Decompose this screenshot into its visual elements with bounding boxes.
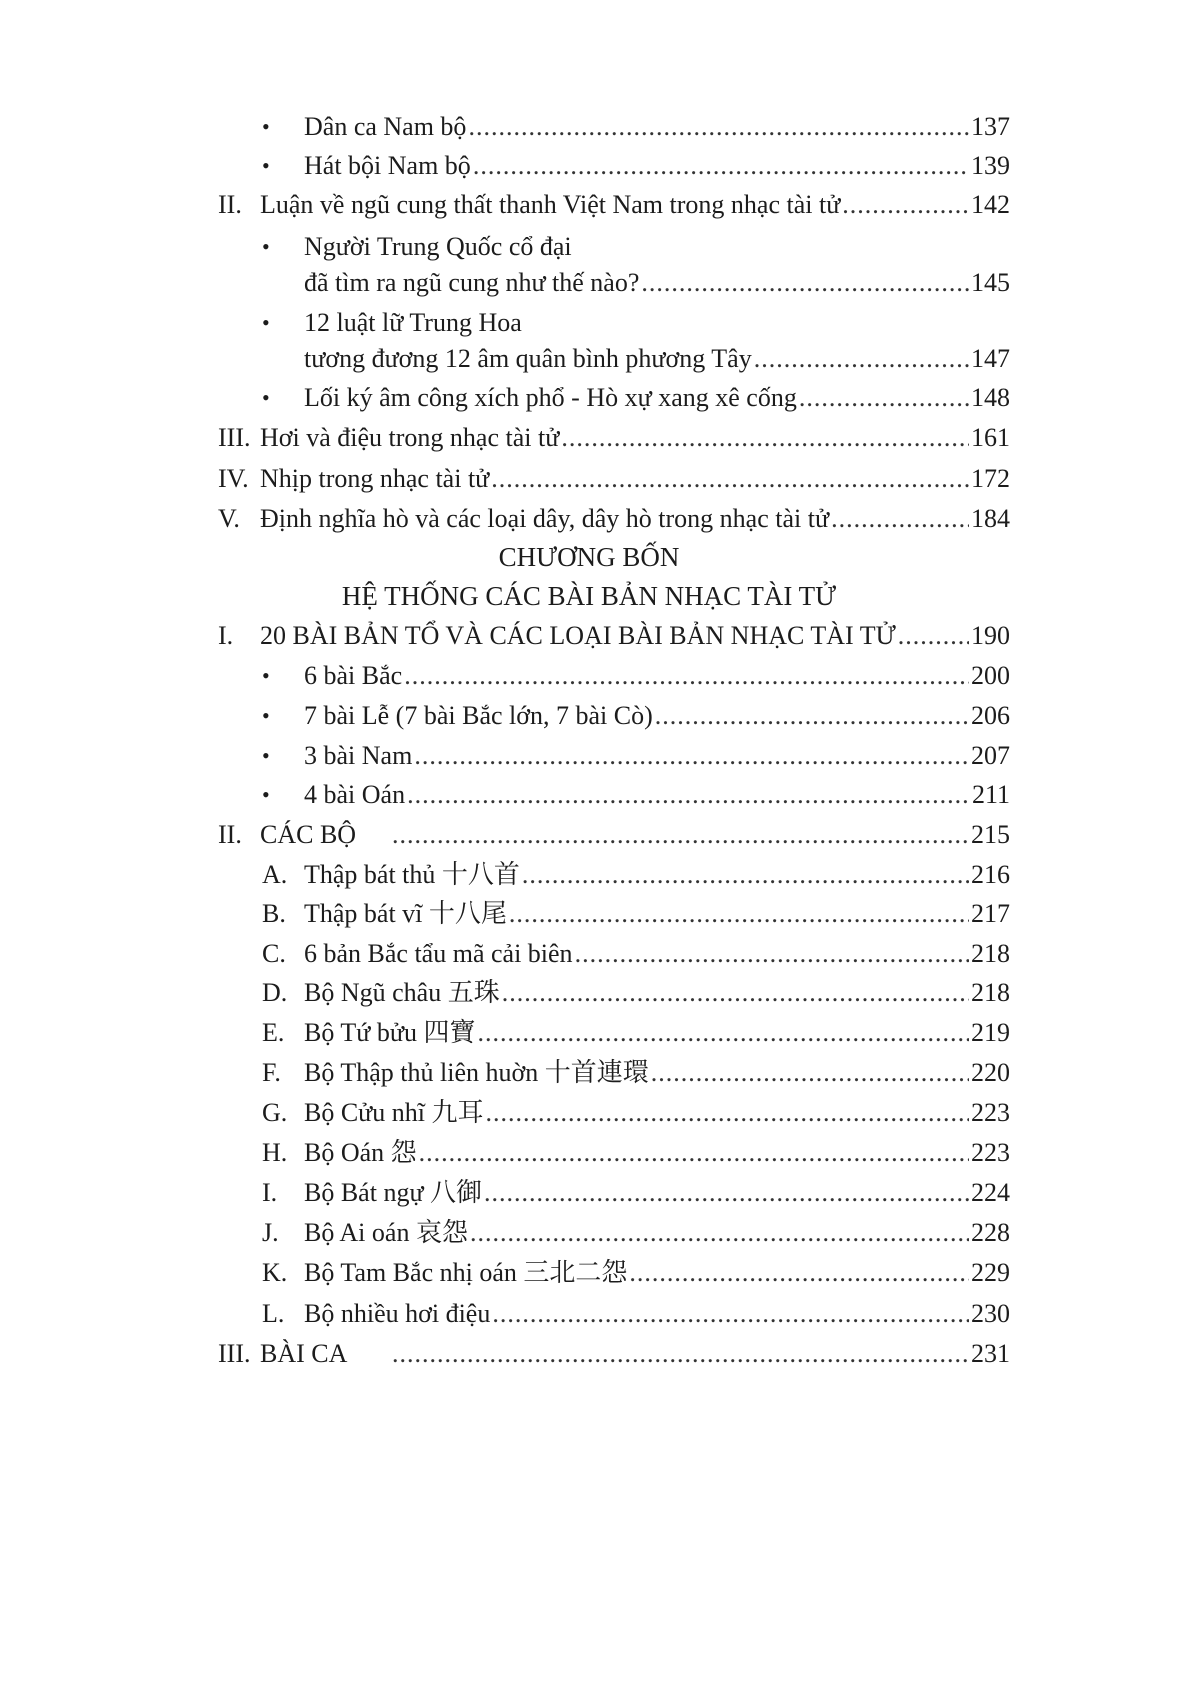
dot-leader [486, 1091, 970, 1135]
entry-title: Bộ Oán 怨 [304, 1138, 417, 1167]
page-number: 145 [971, 268, 1010, 297]
page-number: 200 [971, 661, 1010, 690]
dot-leader [407, 773, 970, 817]
entry-title: Bộ Ai oán 哀怨 [304, 1218, 468, 1247]
entry-title-line1: Người Trung Quốc cổ đại [304, 232, 572, 261]
dot-leader [898, 614, 969, 658]
letter-marker: I. [262, 1178, 278, 1207]
entry-title-line1: 12 luật lữ Trung Hoa [304, 308, 522, 337]
bullet-marker: • [262, 663, 270, 688]
entry-title: 6 bản Bắc tẩu mã cải biên [304, 939, 573, 968]
dot-leader [392, 1332, 969, 1376]
page-number: 218 [971, 939, 1010, 968]
entry-title: Bộ Bát ngự 八御 [304, 1178, 483, 1207]
toc-entry[interactable] [0, 183, 1190, 227]
entry-title: Luận về ngũ cung thất thanh Việt Nam trong nhạc tài tử [260, 190, 841, 219]
dot-leader [655, 694, 969, 738]
entry-title: 6 bài Bắc [304, 661, 403, 690]
page-number: 215 [971, 820, 1010, 849]
bullet-marker: • [262, 743, 270, 768]
page-number: 139 [971, 151, 1010, 180]
dot-leader [799, 376, 969, 420]
dot-leader [509, 892, 969, 936]
toc-entry[interactable] [0, 654, 1190, 698]
bullet-marker: • [262, 153, 270, 178]
chapter-title: HỆ THỐNG CÁC BÀI BẢN NHẠC TÀI TỬ [341, 581, 837, 611]
entry-title: Dân ca Nam bộ [304, 112, 467, 141]
entry-title: Hát bội Nam bộ [304, 151, 471, 180]
page-number: 217 [971, 899, 1010, 928]
page-number: 218 [971, 978, 1010, 1007]
entry-title: BÀI CA [260, 1339, 348, 1368]
dot-leader [522, 853, 969, 897]
dot-leader [492, 1292, 969, 1336]
toc-entry[interactable] [0, 694, 1190, 738]
dot-leader [470, 1211, 969, 1255]
entry-title: Nhịp trong nhạc tài tử [260, 464, 490, 493]
page-number: 231 [971, 1339, 1010, 1368]
entry-title: Bộ Ngũ châu 五珠 [304, 978, 500, 1007]
toc-entry[interactable] [0, 734, 1190, 778]
entry-title: Bộ Thập thủ liên huờn 十首連環 [304, 1058, 649, 1087]
dot-leader [842, 183, 969, 227]
toc-entry[interactable] [0, 144, 1190, 188]
section-numeral: III. [218, 423, 251, 452]
bullet-marker: • [262, 114, 270, 139]
dot-leader [414, 734, 969, 778]
page-number: 230 [971, 1299, 1010, 1328]
page-number: 142 [971, 190, 1010, 219]
toc-entry[interactable] [0, 225, 1190, 305]
toc-entry[interactable] [0, 773, 1190, 817]
page-number: 219 [971, 1018, 1010, 1047]
dot-leader [473, 144, 969, 188]
chapter-number: CHƯƠNG BỐN [498, 542, 680, 572]
entry-title: 4 bài Oán [304, 780, 406, 809]
letter-marker: A. [262, 860, 288, 889]
letter-marker: B. [262, 899, 286, 928]
toc-entry[interactable] [0, 853, 1190, 897]
entry-title: 7 bài Lễ (7 bài Bắc lớn, 7 bài Cò) [304, 701, 653, 730]
toc-entry[interactable] [0, 1131, 1190, 1175]
bullet-marker: • [262, 310, 270, 335]
entry-title: Thập bát vĩ 十八尾 [304, 899, 507, 928]
dot-leader [575, 932, 969, 976]
page-number: 184 [971, 504, 1010, 533]
page-number: 206 [971, 701, 1010, 730]
dot-leader [491, 457, 969, 501]
dot-leader [754, 337, 969, 381]
toc-entry[interactable] [0, 301, 1190, 381]
toc-entry[interactable] [0, 1211, 1190, 1255]
entry-title: Hơi và điệu trong nhạc tài tử [260, 423, 560, 452]
page-number: 223 [971, 1138, 1010, 1167]
toc-entry[interactable] [0, 1292, 1190, 1336]
bullet-marker: • [262, 385, 270, 410]
page-number: 137 [971, 112, 1010, 141]
toc-entry[interactable] [0, 1091, 1190, 1135]
dot-leader [651, 1051, 969, 1095]
dot-leader [484, 1171, 969, 1215]
letter-marker: G. [262, 1098, 288, 1127]
dot-leader [641, 261, 969, 305]
dot-leader [404, 654, 969, 698]
letter-marker: J. [262, 1218, 279, 1247]
page-number: 216 [971, 860, 1010, 889]
dot-leader [477, 1011, 969, 1055]
page-number: 211 [971, 780, 1010, 809]
page-number: 207 [971, 741, 1010, 770]
toc-entry[interactable] [0, 614, 1190, 658]
bullet-marker: • [262, 234, 270, 259]
page-number: 220 [971, 1058, 1010, 1087]
toc-entry[interactable] [0, 105, 1190, 149]
page-number: 229 [971, 1258, 1010, 1287]
entry-title: Bộ Tam Bắc nhị oán 三北二怨 [304, 1258, 628, 1287]
letter-marker: E. [262, 1018, 285, 1047]
letter-marker: D. [262, 978, 288, 1007]
entry-title: Lối ký âm công xích phổ - Hò xự xang xê cống [304, 383, 797, 412]
letter-marker: K. [262, 1258, 288, 1287]
bullet-marker: • [262, 703, 270, 728]
page-number: 190 [971, 621, 1010, 650]
page-number: 147 [971, 344, 1010, 373]
page-number: 161 [971, 423, 1010, 452]
letter-marker: F. [262, 1058, 281, 1087]
entry-title: đã tìm ra ngũ cung như thế nào? [304, 268, 640, 297]
dot-leader [419, 1131, 969, 1175]
toc-entry[interactable] [0, 1171, 1190, 1215]
page-number: 228 [971, 1218, 1010, 1247]
chapter-heading [0, 535, 1190, 579]
letter-marker: C. [262, 939, 286, 968]
entry-title: Bộ nhiều hơi điệu [304, 1299, 491, 1328]
page-number: 223 [971, 1098, 1010, 1127]
entry-title: tương đương 12 âm quân bình phương Tây [304, 344, 752, 373]
bullet-marker: • [262, 782, 270, 807]
chapter-title-row [0, 574, 1190, 618]
letter-marker: L. [262, 1299, 285, 1328]
toc-entry[interactable] [0, 1332, 1190, 1376]
toc-entry[interactable] [0, 932, 1190, 976]
dot-leader [502, 971, 969, 1015]
dot-leader [629, 1251, 969, 1295]
toc-entry[interactable] [0, 971, 1190, 1015]
toc-entry[interactable] [0, 376, 1190, 420]
entry-title: 20 BÀI BẢN TỔ VÀ CÁC LOẠI BÀI BẢN NHẠC TÀI TỬ [260, 621, 896, 650]
entry-title: Bộ Tứ bửu 四寶 [304, 1018, 476, 1047]
page-number: 172 [971, 464, 1010, 493]
toc-entry[interactable] [0, 1051, 1190, 1095]
letter-marker: H. [262, 1138, 288, 1167]
toc-entry[interactable] [0, 457, 1190, 501]
toc-entry[interactable] [0, 416, 1190, 460]
section-numeral: II. [218, 820, 242, 849]
section-numeral: III. [218, 1339, 251, 1368]
section-numeral: V. [218, 504, 240, 533]
section-numeral: I. [218, 621, 234, 650]
entry-title: Định nghĩa hò và các loại dây, dây hò trong nhạc tài tử [260, 504, 830, 533]
page-number: 148 [971, 383, 1010, 412]
entry-title: 3 bài Nam [304, 741, 413, 770]
toc-entry[interactable] [0, 1011, 1190, 1055]
dot-leader [561, 416, 969, 460]
entry-title: Bộ Cửu nhĩ 九耳 [304, 1098, 484, 1127]
toc-entry[interactable] [0, 813, 1190, 857]
dot-leader [468, 105, 969, 149]
entry-title: CÁC BỘ [260, 820, 357, 849]
toc-entry[interactable] [0, 892, 1190, 936]
dot-leader [392, 813, 969, 857]
page-number: 224 [971, 1178, 1010, 1207]
entry-title: Thập bát thủ 十八首 [304, 860, 520, 889]
section-numeral: II. [218, 190, 242, 219]
toc-entry[interactable] [0, 1251, 1190, 1295]
section-numeral: IV. [218, 464, 249, 493]
